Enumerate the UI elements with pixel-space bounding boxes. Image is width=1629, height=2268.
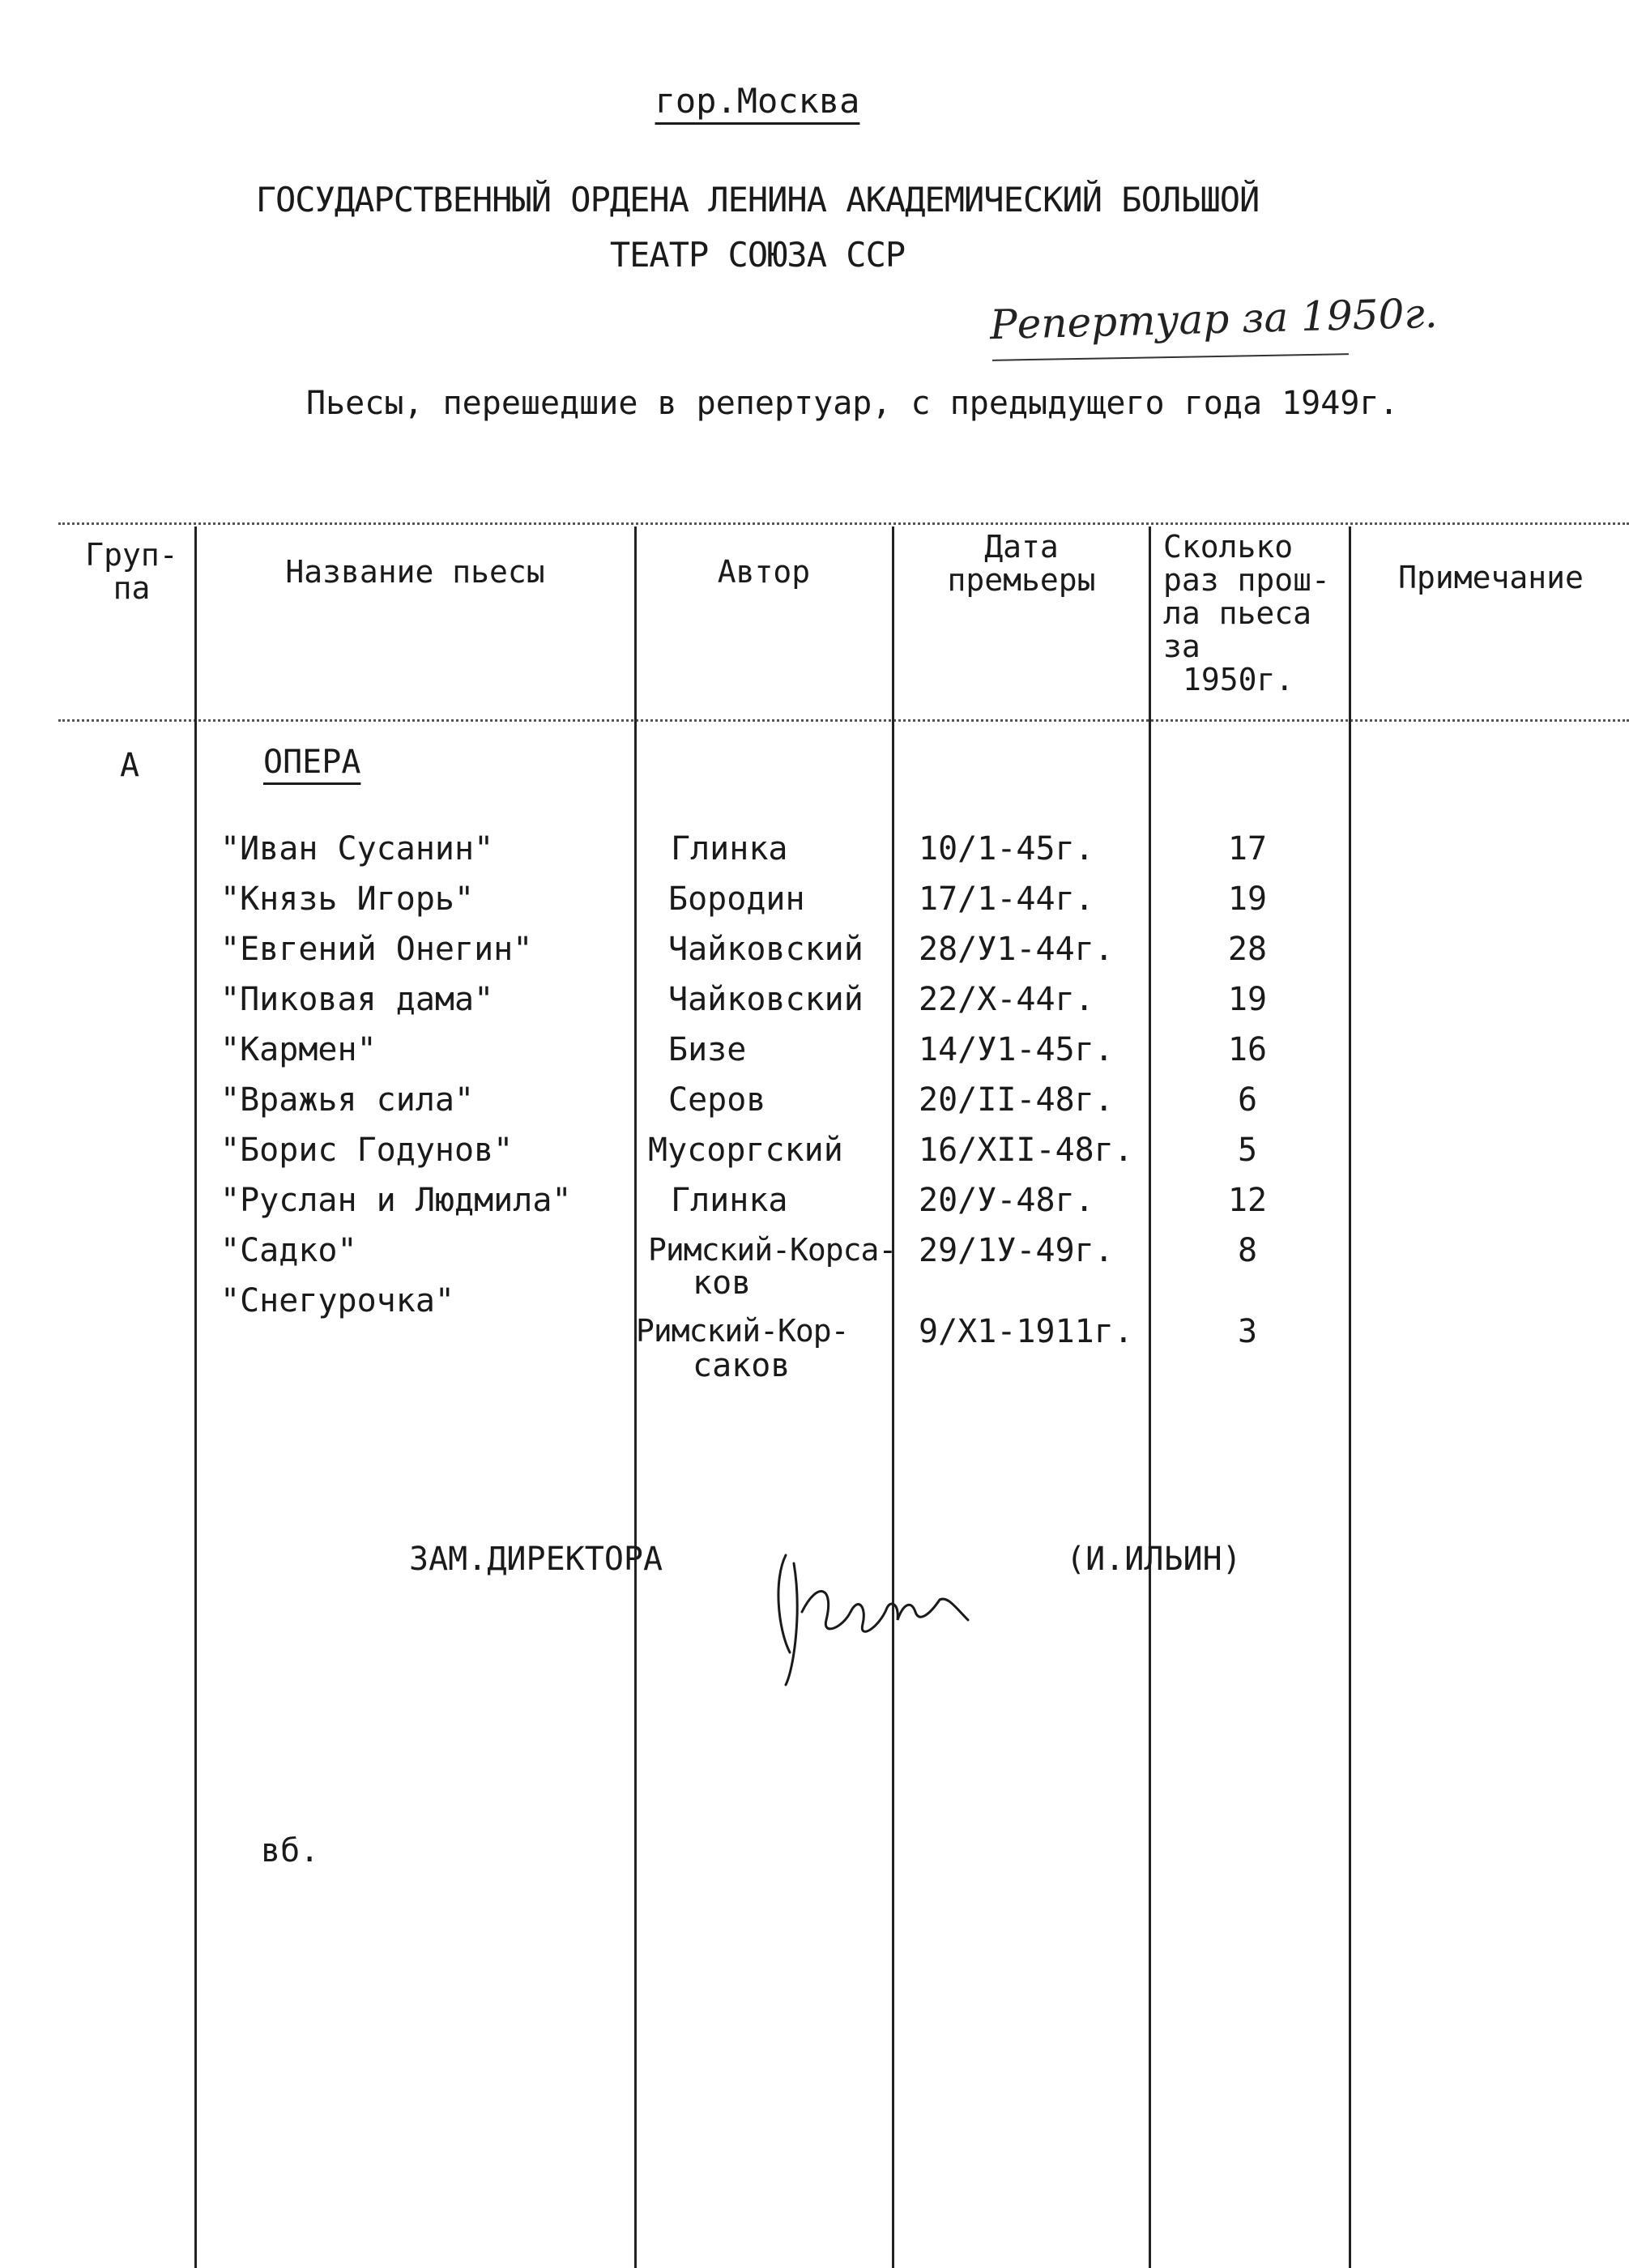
play-author-continued: ков [693, 1264, 752, 1302]
play-title: "Кармен" [220, 1031, 377, 1068]
header-count-line: 1950г. [1183, 662, 1294, 697]
play-author-continued: саков [693, 1347, 791, 1384]
premiere-date: 9/Х1-1911г. [919, 1313, 1133, 1350]
performance-count: 17 [1227, 830, 1268, 868]
play-author: Бородин [668, 880, 805, 918]
play-author: Мусоргский [648, 1132, 843, 1169]
premiere-date: 29/1У-49г. [919, 1232, 1114, 1269]
play-title: "Князь Игорь" [220, 880, 475, 918]
handwritten-note: Репертуар за 1950г. [989, 289, 1439, 349]
play-title: "Садко" [220, 1232, 357, 1269]
header-count-line: Сколько [1163, 529, 1294, 565]
play-title: "Борис Годунов" [220, 1132, 514, 1169]
premiere-date: 28/У1-44г. [919, 931, 1114, 968]
play-author: Глинка [671, 1182, 788, 1219]
play-title: "Пиковая дама" [220, 981, 494, 1018]
table-row [0, 931, 1629, 981]
header-premiere-line: премьеры [947, 562, 1096, 598]
premiere-date: 14/У1-45г. [919, 1031, 1114, 1068]
performance-count: 16 [1227, 1031, 1268, 1068]
table-header-border [58, 719, 1629, 722]
header-group-line: Груп- [85, 537, 178, 573]
header-title: Название пьесы [285, 554, 545, 590]
play-author: Глинка [671, 830, 788, 868]
handwritten-underline [992, 353, 1349, 361]
table-row [0, 1081, 1629, 1132]
premiere-date: 20/У-48г. [919, 1182, 1094, 1219]
header-note: Примечание [1398, 560, 1584, 595]
document-subtitle: Пьесы, перешедшие в репертуар, с предыдущего года 1949г. [306, 385, 1399, 422]
header-author: Автор [717, 554, 811, 590]
handwritten-signature [770, 1531, 996, 1693]
play-author: Серов [668, 1081, 766, 1119]
column-divider [1349, 526, 1351, 2268]
play-author: Римский-Кор- [636, 1313, 849, 1349]
table-row [0, 981, 1629, 1031]
table-row [0, 880, 1629, 931]
play-author: Римский-Корса- [648, 1232, 897, 1268]
play-title: "Иван Сусанин" [220, 830, 494, 868]
group-code: А [120, 747, 140, 784]
column-divider [634, 526, 637, 2268]
performance-count: 28 [1227, 931, 1268, 968]
signatory-name: (И.ИЛЬИН) [1066, 1541, 1242, 1578]
performance-count: 19 [1227, 880, 1268, 918]
column-divider [1149, 526, 1151, 2268]
performance-count: 6 [1237, 1081, 1258, 1119]
play-author: Чайковский [668, 931, 864, 968]
header-count-line: ла пьеса [1163, 595, 1312, 631]
table-row [0, 1282, 1629, 1384]
header-count [1163, 531, 1345, 697]
table-row [0, 1031, 1629, 1081]
column-divider [194, 526, 197, 2268]
performance-count: 8 [1237, 1232, 1258, 1269]
table-row [0, 830, 1629, 880]
header-count-line: раз прош- [1163, 562, 1330, 598]
play-author: Бизе [668, 1031, 747, 1068]
premiere-date: 10/1-45г. [919, 830, 1094, 868]
section-label: ОПЕРА [263, 744, 361, 781]
performance-count: 3 [1237, 1313, 1258, 1350]
header-count-line: за [1163, 629, 1200, 664]
header-premiere [896, 531, 1147, 597]
header-group [73, 539, 190, 605]
signatory-title: ЗАМ.ДИРЕКТОРА [409, 1541, 663, 1578]
play-title: "Снегурочка" [220, 1282, 454, 1319]
play-title: "Евгений Онегин" [220, 931, 533, 968]
premiere-date: 22/Х-44г. [919, 981, 1094, 1018]
performance-count: 12 [1227, 1182, 1268, 1219]
organization-name-line2: ТЕАТР СОЮЗА ССР [609, 235, 906, 275]
typist-initials: вб. [261, 1832, 320, 1869]
premiere-date: 16/ХII-48г. [919, 1132, 1133, 1169]
header-group-line: па [113, 570, 151, 606]
play-title: "Руслан и Людмила" [220, 1182, 572, 1219]
city-heading: гор.Москва [655, 81, 860, 121]
performance-count: 5 [1237, 1132, 1258, 1169]
performance-count: 19 [1227, 981, 1268, 1018]
play-title: "Вражья сила" [220, 1081, 475, 1119]
table-row [0, 1182, 1629, 1232]
premiere-date: 20/II-48г. [919, 1081, 1114, 1119]
column-divider [892, 526, 894, 2268]
table-top-border [58, 522, 1629, 525]
table-row [0, 1132, 1629, 1182]
header-premiere-line: Дата [984, 529, 1059, 565]
premiere-date: 17/1-44г. [919, 880, 1094, 918]
organization-name-line1: ГОСУДАРСТВЕННЫЙ ОРДЕНА ЛЕНИНА АКАДЕМИЧЕСКИЙ БОЛЬШОЙ [255, 180, 1260, 220]
play-author: Чайковский [668, 981, 864, 1018]
